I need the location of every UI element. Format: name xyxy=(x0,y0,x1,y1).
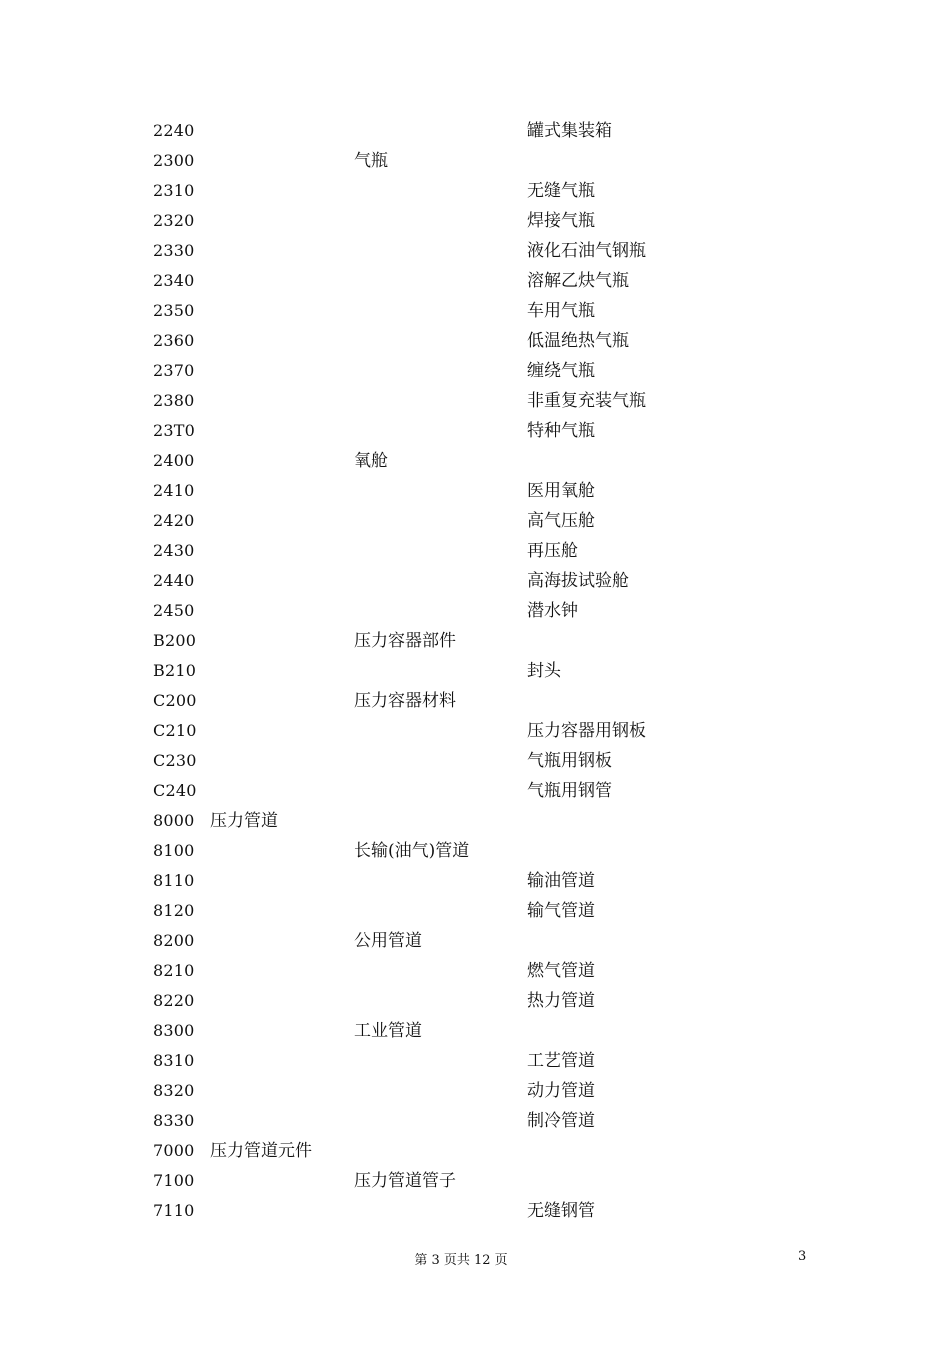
row-name: 压力管道元件 xyxy=(210,1141,312,1161)
table-row xyxy=(0,956,950,986)
row-code: 2340 xyxy=(153,271,195,290)
table-row xyxy=(0,416,950,446)
row-name: 无缝钢管 xyxy=(527,1201,595,1221)
row-name: 工艺管道 xyxy=(527,1051,595,1071)
row-name: 再压舱 xyxy=(527,541,578,561)
table-row xyxy=(0,386,950,416)
row-code: 2300 xyxy=(153,151,195,170)
row-code: 2440 xyxy=(153,571,195,590)
row-code: B200 xyxy=(153,631,197,650)
row-code: 8120 xyxy=(153,901,195,920)
row-name: 公用管道 xyxy=(354,931,422,951)
table-row xyxy=(0,1016,950,1046)
table-row xyxy=(0,1166,950,1196)
row-name: 输气管道 xyxy=(527,901,595,921)
table-row xyxy=(0,1046,950,1076)
table-row xyxy=(0,296,950,326)
row-name: 长输(油气)管道 xyxy=(354,841,470,861)
table-row xyxy=(0,836,950,866)
table-row xyxy=(0,1106,950,1136)
table-row xyxy=(0,176,950,206)
row-name: 液化石油气钢瓶 xyxy=(527,241,646,261)
page-number: 3 xyxy=(798,1249,807,1264)
table-row xyxy=(0,266,950,296)
table-row xyxy=(0,596,950,626)
row-code: 8000 xyxy=(153,811,195,830)
row-code: 7110 xyxy=(153,1201,195,1220)
table-row xyxy=(0,866,950,896)
row-name: 压力容器部件 xyxy=(354,631,456,651)
row-code: 2430 xyxy=(153,541,195,560)
row-code: 8220 xyxy=(153,991,195,1010)
row-name: 非重复充装气瓶 xyxy=(527,391,646,411)
row-name: 输油管道 xyxy=(527,871,595,891)
row-code: 2420 xyxy=(153,511,195,530)
row-code: C230 xyxy=(153,751,197,770)
row-code: 2350 xyxy=(153,301,195,320)
row-code: 2330 xyxy=(153,241,195,260)
row-code: 2310 xyxy=(153,181,195,200)
row-code: 8300 xyxy=(153,1021,195,1040)
table-row xyxy=(0,926,950,956)
row-name: 气瓶用钢管 xyxy=(527,781,612,801)
row-name: 无缝气瓶 xyxy=(527,181,595,201)
table-row xyxy=(0,146,950,176)
table-row xyxy=(0,236,950,266)
row-code: 8110 xyxy=(153,871,195,890)
row-code: 2320 xyxy=(153,211,195,230)
row-name: 压力管道管子 xyxy=(354,1171,456,1191)
row-code: 2370 xyxy=(153,361,195,380)
row-code: 7000 xyxy=(153,1141,195,1160)
row-code: 2240 xyxy=(153,121,195,140)
row-name: 高海拔试验舱 xyxy=(527,571,629,591)
table-row xyxy=(0,896,950,926)
table-row xyxy=(0,686,950,716)
row-code: 2450 xyxy=(153,601,195,620)
row-name: 车用气瓶 xyxy=(527,301,595,321)
row-code: B210 xyxy=(153,661,197,680)
table-row xyxy=(0,476,950,506)
catalog-table xyxy=(0,116,950,1226)
row-code: 2410 xyxy=(153,481,195,500)
row-name: 高气压舱 xyxy=(527,511,595,531)
row-code: C240 xyxy=(153,781,197,800)
row-name: 动力管道 xyxy=(527,1081,595,1101)
row-code: 2380 xyxy=(153,391,195,410)
table-row xyxy=(0,566,950,596)
row-name: 制冷管道 xyxy=(527,1111,595,1131)
row-code: 8330 xyxy=(153,1111,195,1130)
table-row xyxy=(0,206,950,236)
table-row xyxy=(0,626,950,656)
table-row xyxy=(0,446,950,476)
row-code: 8100 xyxy=(153,841,195,860)
row-name: 低温绝热气瓶 xyxy=(527,331,629,351)
row-code: C210 xyxy=(153,721,197,740)
table-row xyxy=(0,116,950,146)
row-code: C200 xyxy=(153,691,197,710)
table-row xyxy=(0,746,950,776)
table-row xyxy=(0,356,950,386)
table-row xyxy=(0,1076,950,1106)
row-code: 2400 xyxy=(153,451,195,470)
row-name: 气瓶用钢板 xyxy=(527,751,612,771)
row-code: 23T0 xyxy=(153,421,196,440)
row-name: 潜水钟 xyxy=(527,601,578,621)
row-name: 燃气管道 xyxy=(527,961,595,981)
row-name: 缠绕气瓶 xyxy=(527,361,595,381)
row-code: 8310 xyxy=(153,1051,195,1070)
row-name: 医用氧舱 xyxy=(527,481,595,501)
table-row xyxy=(0,716,950,746)
table-row xyxy=(0,1136,950,1166)
row-name: 压力管道 xyxy=(210,811,278,831)
table-row xyxy=(0,776,950,806)
row-name: 封头 xyxy=(527,661,561,681)
table-row xyxy=(0,326,950,356)
table-row xyxy=(0,806,950,836)
row-code: 2360 xyxy=(153,331,195,350)
row-code: 7100 xyxy=(153,1171,195,1190)
table-row xyxy=(0,986,950,1016)
table-row xyxy=(0,506,950,536)
row-name: 特种气瓶 xyxy=(527,421,595,441)
page-footer-label: 第 3 页共 12 页 xyxy=(414,1253,508,1268)
row-code: 8200 xyxy=(153,931,195,950)
row-name: 气瓶 xyxy=(354,151,388,171)
table-row xyxy=(0,536,950,566)
row-name: 工业管道 xyxy=(354,1021,422,1041)
table-row xyxy=(0,656,950,686)
row-name: 热力管道 xyxy=(527,991,595,1011)
row-name: 压力容器用钢板 xyxy=(527,721,646,741)
row-name: 压力容器材料 xyxy=(354,691,456,711)
row-name: 氧舱 xyxy=(354,451,388,471)
row-code: 8320 xyxy=(153,1081,195,1100)
row-name: 罐式集装箱 xyxy=(527,121,612,141)
table-row xyxy=(0,1196,950,1226)
row-name: 溶解乙炔气瓶 xyxy=(527,271,629,291)
row-code: 8210 xyxy=(153,961,195,980)
row-name: 焊接气瓶 xyxy=(527,211,595,231)
